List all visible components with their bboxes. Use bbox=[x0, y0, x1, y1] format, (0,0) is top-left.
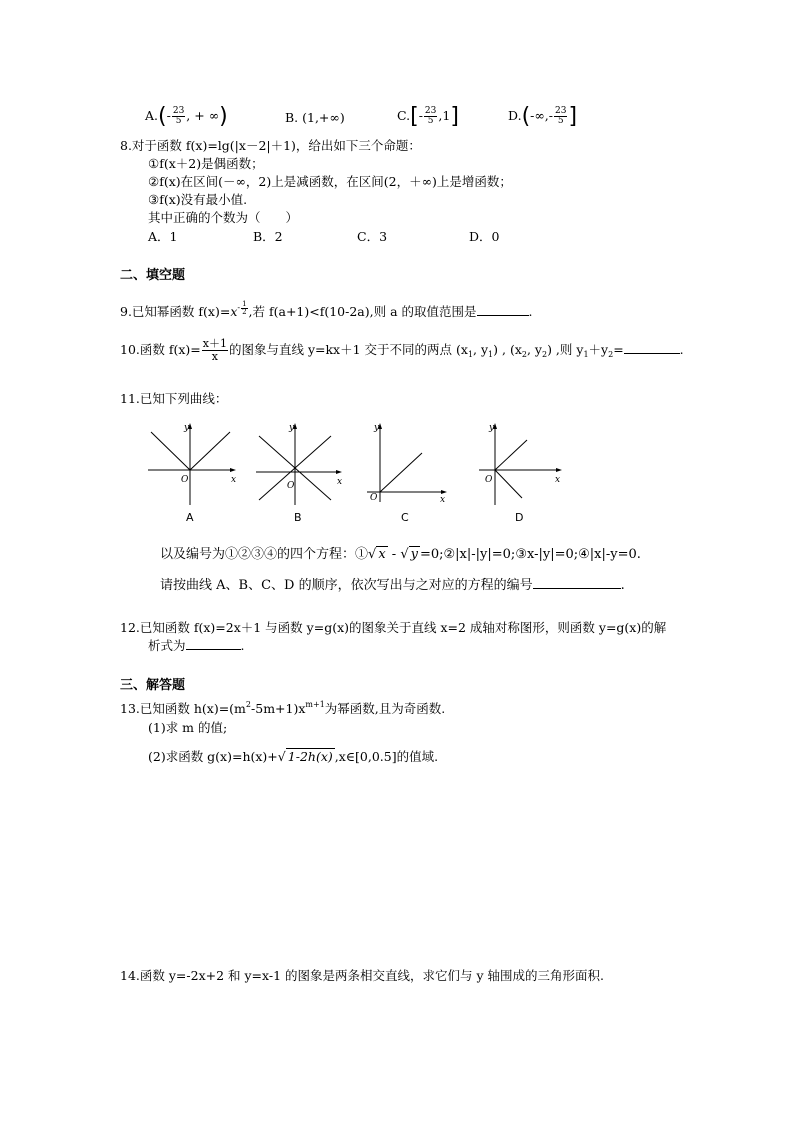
q8-stem: 8.对于函数 f(x)=lg(|x－2|＋1)，给出如下三个命题： bbox=[120, 138, 421, 153]
graph-a-y-label: y bbox=[184, 423, 190, 433]
q8-option-b: B．2 bbox=[253, 229, 283, 244]
section-solution-heading: 三、解答题 bbox=[120, 678, 186, 693]
q7-option-b: B. (1,+∞) bbox=[285, 110, 345, 125]
graph-c-x-label: x bbox=[440, 495, 446, 505]
q8-option-d: D．0 bbox=[469, 229, 500, 244]
q7-option-a: A.(- $\frac{23}{5}$ , + ∞) bbox=[145, 104, 228, 129]
q9-text: 9.已知幂函数 $f(x)=x^{- \frac{1}{2}}$ ,若 f(a+1)<f(10-2a),则 a 的取值范围是 . bbox=[120, 299, 533, 319]
graph-a-label: A bbox=[186, 511, 194, 524]
graph-c-label: C bbox=[401, 511, 409, 524]
graph-c bbox=[362, 420, 457, 505]
graph-d bbox=[477, 420, 572, 505]
graph-a-origin: O bbox=[181, 475, 189, 485]
q12-answer-blank[interactable] bbox=[186, 639, 241, 650]
graph-b-label: B bbox=[294, 511, 302, 524]
graph-b-x-label: x bbox=[337, 477, 343, 487]
q12-line2: 析式为 . bbox=[148, 638, 245, 653]
section-fill-in-heading: 二、填空题 bbox=[120, 268, 186, 283]
graph-c-origin: O bbox=[370, 493, 378, 503]
q13-stem: 13.已知函数 $h(x)=(m^2-5m+1)x^{m+1}$为幂函数,且为奇函数. bbox=[120, 700, 446, 716]
q9-answer-blank[interactable] bbox=[477, 305, 529, 316]
q11-stem: 11.已知下列曲线： bbox=[120, 391, 228, 406]
graph-b-y-label: y bbox=[289, 423, 295, 433]
q8-proposition-2: ②f(x)在区间(－∞，2)上是减函数，在区间(2，＋∞)上是增函数； bbox=[148, 174, 512, 189]
graph-a bbox=[145, 420, 240, 505]
graph-c-y-label: y bbox=[374, 423, 380, 433]
q8-option-c: C．3 bbox=[357, 229, 388, 244]
q11-answer-blank[interactable] bbox=[533, 578, 621, 589]
graph-b bbox=[253, 420, 348, 505]
graph-d-x-label: x bbox=[555, 475, 561, 485]
q8-option-a: A．1 bbox=[148, 229, 178, 244]
graph-d-origin: O bbox=[485, 475, 493, 485]
q8-proposition-3: ③f(x)没有最小值. bbox=[148, 192, 248, 207]
graph-d-y-label: y bbox=[489, 423, 495, 433]
q10-answer-blank[interactable] bbox=[624, 343, 680, 354]
q13-part1: (1)求 m 的值; bbox=[148, 720, 228, 735]
graph-a-x-label: x bbox=[231, 475, 237, 485]
q11-question: 请按曲线 A、B、C、D 的顺序，依次写出与之对应的方程的编号 . bbox=[160, 578, 625, 593]
q13-part2: (2)求函数 g(x)=h(x)+√ 1-2h(x) ,x∈[0,0.5]的值域. bbox=[148, 749, 439, 764]
q11-equations: 以及编号为①②③④的四个方程：①√ x - √ y =0;②|x|-|y|=0;③x-|y|=0;④|x|-y=0. bbox=[160, 547, 641, 562]
q10-text: 10.函数 f(x)= $\frac{x+1}{x}$ 的图象与直线 y=kx＋1 交于不同的两点 ($x_1$, $y_1$) , ($x_2$, $y_2$) ,则 $y_1+y_2=$ . bbox=[120, 337, 684, 363]
q12-line1: 12.已知函数 f(x)=2x＋1 与函数 y=g(x)的图象关于直线 x=2 成轴对称图形，则函数 y=g(x)的解 bbox=[120, 620, 667, 635]
q7-option-d: D.(-∞,- $\frac{23}{5}$ ] bbox=[508, 104, 578, 129]
q8-proposition-1: ①f(x＋2)是偶函数； bbox=[148, 156, 264, 171]
q8-question: 其中正确的个数为（ ） bbox=[148, 210, 299, 225]
q14-text: 14.函数 y=-2x+2 和 y=x-1 的图象是两条相交直线，求它们与 y 轴围成的三角形面积. bbox=[120, 968, 604, 983]
graph-d-label: D bbox=[515, 511, 524, 524]
q7-option-c: C.[- $\frac{23}{5}$ ,1] bbox=[397, 104, 459, 129]
graph-b-origin: O bbox=[287, 481, 295, 491]
